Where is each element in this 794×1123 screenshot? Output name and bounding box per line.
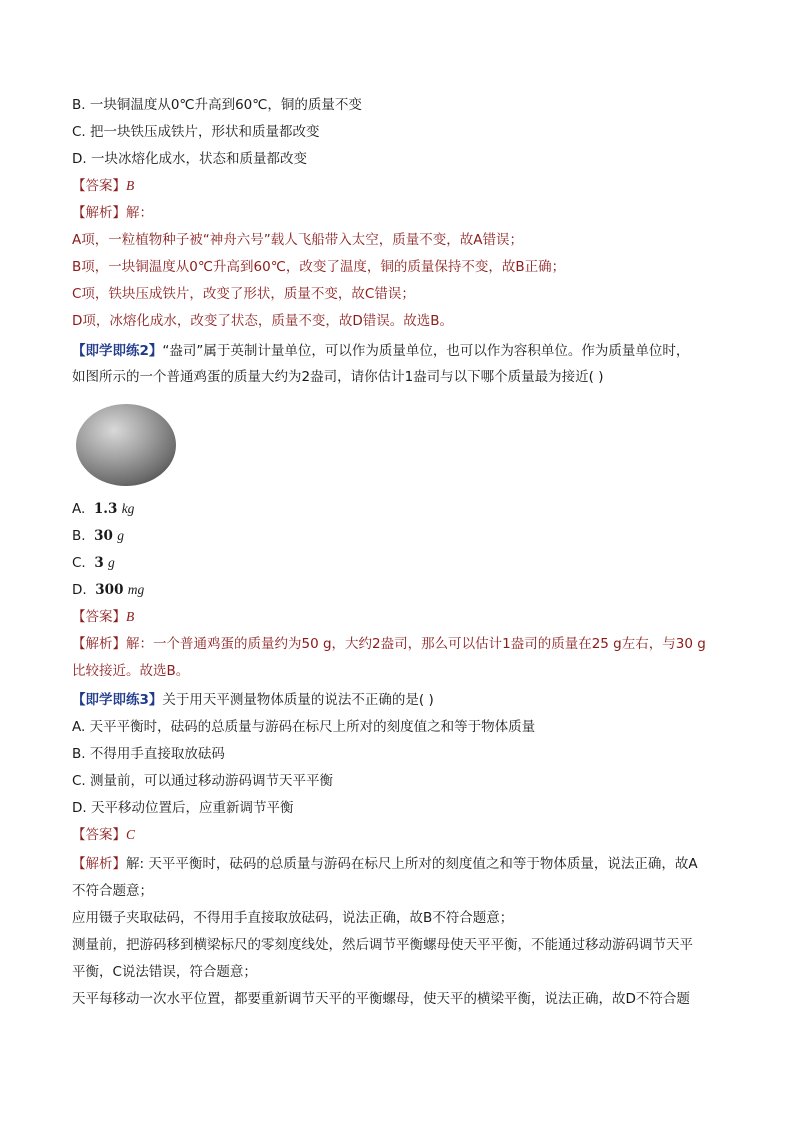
egg-image [74,402,178,488]
q2-stem-text: “盎司”属于英制计量单位，可以作为质量单位，也可以作为容积单位。作为质量单位时， [162,343,690,359]
answer-value: C [126,827,136,842]
q3-answer [72,826,135,844]
q3-option-c: C. 测量前，可以通过移动游码调节天平平衡 [72,773,334,789]
q1-analysis-header [72,204,153,222]
q3-analysis-line-1 [72,855,698,873]
q2-tag: 【即学即练2】 [72,343,163,359]
q3-option-a: A. 天平平衡时，砝码的总质量与游码在标尺上所对的刻度值之和等于物体质量 [72,719,536,735]
q1-analysis-line: A项，一粒植物种子被“神舟六号”载人飞船带入太空，质量不变，故A错误； [72,232,523,248]
q3-tag: 【即学即练3】 [72,692,163,708]
q2-answer [72,608,134,626]
answer-value: B [126,178,135,193]
analysis-lead: 解： [126,205,153,221]
q2-option-a: A. 1.3 kg [72,501,135,517]
answer-label: 【答案】 [72,827,126,843]
q3-analysis-line: 不符合题意； [72,883,153,899]
answer-value: B [126,609,135,624]
q2-stem-line-2: 如图所示的一个普通鸡蛋的质量大约为2盎司，请你估计1盎司与以下哪个质量最为接近( ) [72,369,604,385]
q1-option-d: D. 一块冰熔化成水，状态和质量都改变 [72,151,307,167]
q1-option-b: B. 一块铜温度从0℃升高到60℃，铜的质量不变 [72,97,362,113]
q2-option-d: D. 300 mg [72,582,145,598]
q1-answer [72,177,134,195]
q3-option-b: B. 不得用手直接取放砝码 [72,746,225,762]
q3-analysis-line: 天平每移动一次水平位置，都要重新调节天平的平衡螺母，使天平的横梁平衡，说法正确，故D不符合题 [72,991,690,1007]
q2-option-b: B. 30 g [72,528,124,544]
q3-analysis-line: 测量前，把游码移到横梁标尺的零刻度线处，然后调节平衡螺母使天平平衡，不能通过移动游码调节天平 [72,937,693,953]
q1-analysis-line: C项，铁块压成铁片，改变了形状，质量不变，故C错误； [72,286,415,302]
q3-option-d: D. 天平移动位置后，应重新调节平衡 [72,800,294,816]
q3-stem-text: 关于用天平测量物体质量的说法不正确的是( ) [162,692,434,708]
q2-option-c: C. 3 g [72,555,115,571]
analysis-label: 【解析】 [72,856,126,872]
q3-analysis-line: 平衡，C说法错误，符合题意； [72,964,257,980]
q2-stem-line-1 [72,342,689,360]
analysis-text: 解：一个普通鸡蛋的质量约为50 g，大约2盎司，那么可以估计1盎司的质量在25 g左右，与30 g [126,636,706,652]
q3-stem [72,691,434,709]
q2-analysis-line-2: 比较接近。故选B。 [72,663,190,679]
q3-analysis-line: 应用镊子夹取砝码，不得用手直接取放砝码，说法正确，故B不符合题意； [72,910,514,926]
q1-option-c: C. 把一块铁压成铁片，形状和质量都改变 [72,124,320,140]
answer-label: 【答案】 [72,178,126,194]
analysis-text: 解: 天平平衡时，砝码的总质量与游码在标尺上所对的刻度值之和等于物体质量，说法正确，故A [126,856,698,872]
q1-analysis-line: B项，一块铜温度从0℃升高到60℃，改变了温度，铜的质量保持不变，故B正确； [72,259,566,275]
analysis-label: 【解析】 [72,205,126,221]
q1-analysis-line: D项，冰熔化成水，改变了状态，质量不变，故D错误。故选B。 [72,313,454,329]
answer-label: 【答案】 [72,609,126,625]
analysis-label: 【解析】 [72,636,126,652]
q2-analysis-line-1 [72,635,706,653]
